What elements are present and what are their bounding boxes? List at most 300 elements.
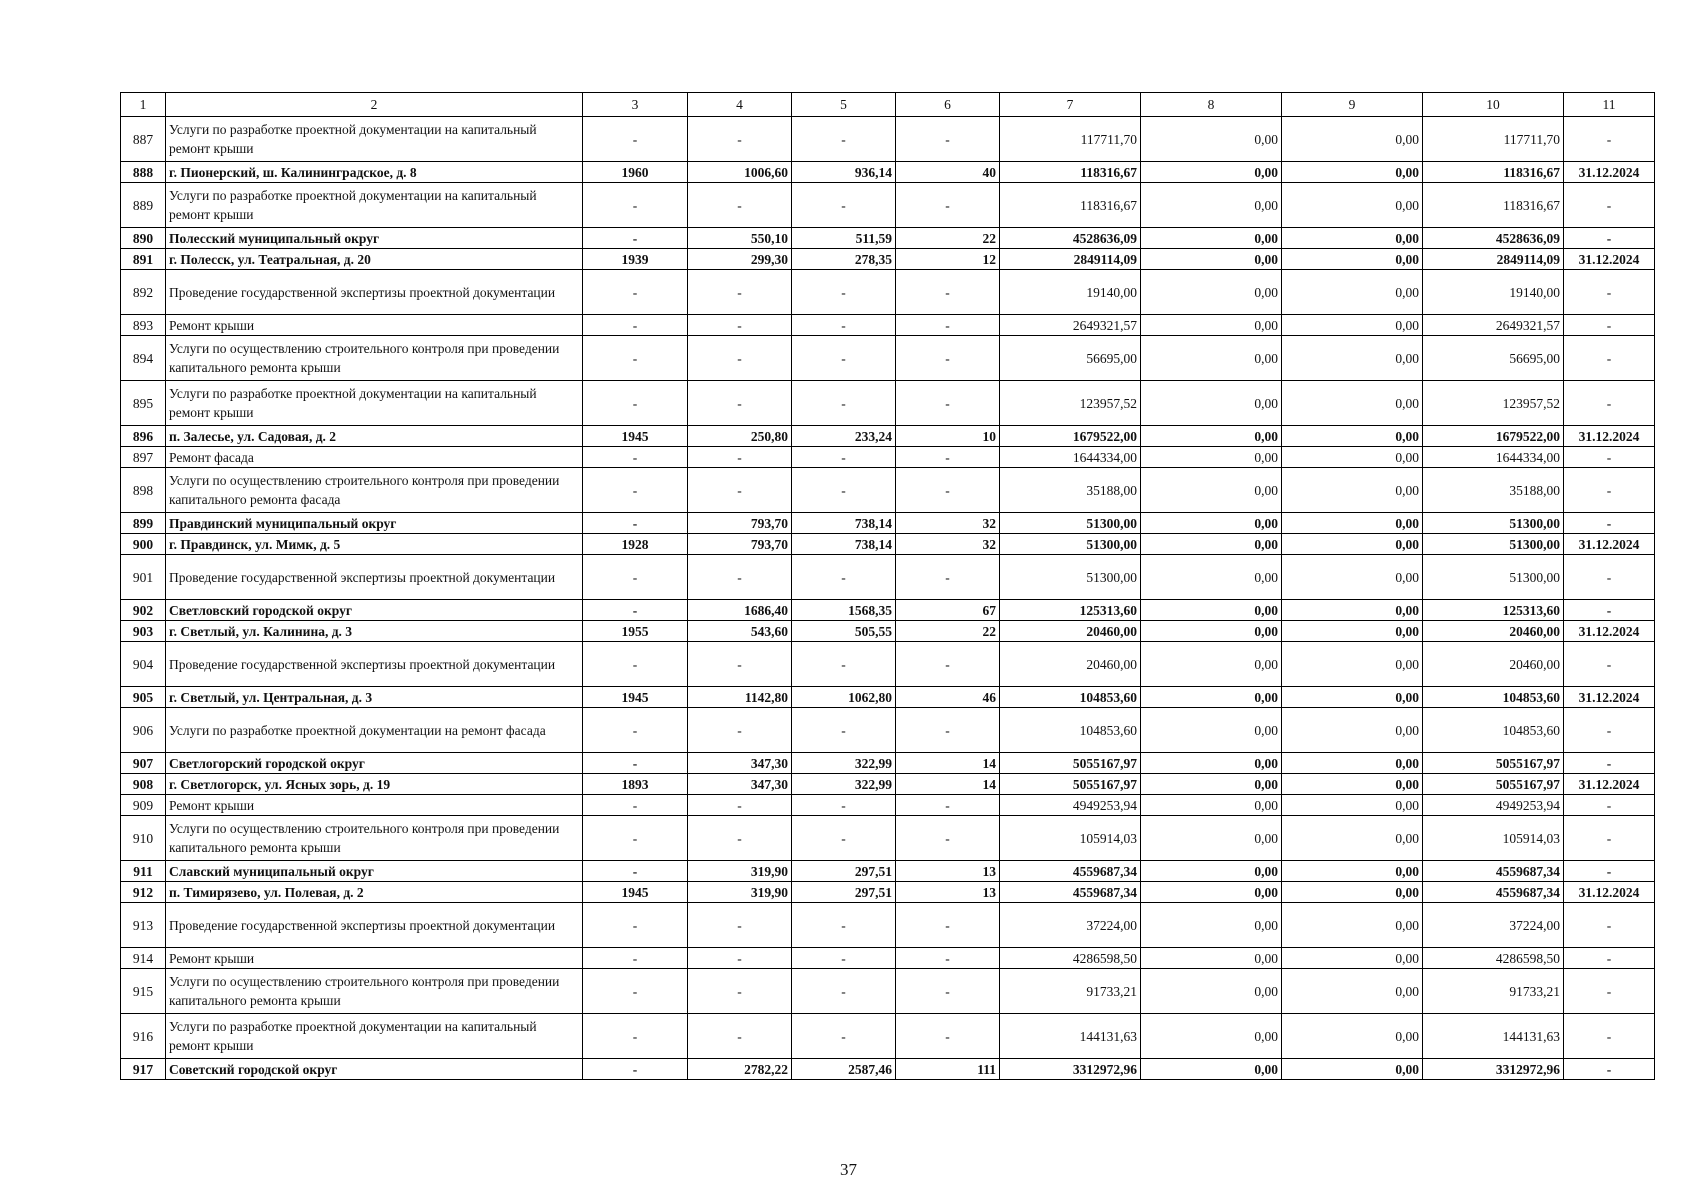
header-cell: 6 xyxy=(896,93,1000,117)
year-cell: - xyxy=(583,381,688,426)
deadline-cell: - xyxy=(1564,183,1655,228)
page-number: 37 xyxy=(840,1160,857,1179)
table-row xyxy=(121,555,1655,600)
header-cell: 4 xyxy=(688,93,792,117)
area-total-cell: - xyxy=(688,468,792,513)
area-living-cell: - xyxy=(792,708,896,753)
row-number-cell: 904 xyxy=(121,642,166,687)
row-number-cell: 908 xyxy=(121,774,166,795)
row-number-cell: 916 xyxy=(121,1014,166,1059)
year-cell: - xyxy=(583,708,688,753)
deadline-cell: 31.12.2024 xyxy=(1564,426,1655,447)
cost-total-cell: 37224,00 xyxy=(1000,903,1141,948)
document-table-container xyxy=(120,92,1654,1080)
fund-cell: 0,00 xyxy=(1141,882,1282,903)
owner-funds-cell: 118316,67 xyxy=(1423,183,1564,228)
fund-cell: 0,00 xyxy=(1141,270,1282,315)
owner-funds-cell: 20460,00 xyxy=(1423,642,1564,687)
residents-cell: - xyxy=(896,816,1000,861)
owner-funds-cell: 20460,00 xyxy=(1423,621,1564,642)
area-living-cell: - xyxy=(792,642,896,687)
fund-cell: 0,00 xyxy=(1141,468,1282,513)
fund-cell: 0,00 xyxy=(1141,948,1282,969)
area-living-cell: 278,35 xyxy=(792,249,896,270)
owner-funds-cell: 118316,67 xyxy=(1423,162,1564,183)
area-living-cell: 297,51 xyxy=(792,882,896,903)
deadline-cell: 31.12.2024 xyxy=(1564,621,1655,642)
area-living-cell: - xyxy=(792,183,896,228)
table-row xyxy=(121,513,1655,534)
fund-cell: 0,00 xyxy=(1141,381,1282,426)
table-row xyxy=(121,183,1655,228)
area-total-cell: - xyxy=(688,1014,792,1059)
cost-total-cell: 4559687,34 xyxy=(1000,882,1141,903)
budget-cell: 0,00 xyxy=(1282,708,1423,753)
row-number-cell: 914 xyxy=(121,948,166,969)
residents-cell: 46 xyxy=(896,687,1000,708)
residents-cell: - xyxy=(896,708,1000,753)
row-number-cell: 905 xyxy=(121,687,166,708)
cost-total-cell: 117711,70 xyxy=(1000,117,1141,162)
cost-total-cell: 51300,00 xyxy=(1000,513,1141,534)
header-cell: 1 xyxy=(121,93,166,117)
year-cell: - xyxy=(583,903,688,948)
deadline-cell: 31.12.2024 xyxy=(1564,534,1655,555)
deadline-cell: - xyxy=(1564,903,1655,948)
table-row xyxy=(121,753,1655,774)
cost-total-cell: 5055167,97 xyxy=(1000,774,1141,795)
row-number-cell: 903 xyxy=(121,621,166,642)
budget-cell: 0,00 xyxy=(1282,249,1423,270)
deadline-cell: 31.12.2024 xyxy=(1564,774,1655,795)
area-living-cell: 738,14 xyxy=(792,513,896,534)
row-number-cell: 910 xyxy=(121,816,166,861)
fund-cell: 0,00 xyxy=(1141,1059,1282,1080)
owner-funds-cell: 51300,00 xyxy=(1423,513,1564,534)
fund-cell: 0,00 xyxy=(1141,621,1282,642)
year-cell: - xyxy=(583,270,688,315)
fund-cell: 0,00 xyxy=(1141,687,1282,708)
year-cell: 1893 xyxy=(583,774,688,795)
row-number-cell: 891 xyxy=(121,249,166,270)
residents-cell: 13 xyxy=(896,882,1000,903)
deadline-cell: - xyxy=(1564,1014,1655,1059)
year-cell: 1939 xyxy=(583,249,688,270)
owner-funds-cell: 4559687,34 xyxy=(1423,882,1564,903)
owner-funds-cell: 117711,70 xyxy=(1423,117,1564,162)
area-total-cell: - xyxy=(688,642,792,687)
residents-cell: - xyxy=(896,969,1000,1014)
cost-total-cell: 4559687,34 xyxy=(1000,861,1141,882)
name-cell: Ремонт фасада xyxy=(166,447,583,468)
deadline-cell: - xyxy=(1564,336,1655,381)
area-total-cell: - xyxy=(688,795,792,816)
area-total-cell: 319,90 xyxy=(688,882,792,903)
fund-cell: 0,00 xyxy=(1141,117,1282,162)
deadline-cell: - xyxy=(1564,1059,1655,1080)
area-total-cell: - xyxy=(688,183,792,228)
row-number-cell: 911 xyxy=(121,861,166,882)
name-cell: Славский муниципальный округ xyxy=(166,861,583,882)
residents-cell: - xyxy=(896,795,1000,816)
budget-cell: 0,00 xyxy=(1282,381,1423,426)
area-total-cell: 793,70 xyxy=(688,513,792,534)
budget-cell: 0,00 xyxy=(1282,447,1423,468)
name-cell: Проведение государственной экспертизы проектной документации xyxy=(166,903,583,948)
budget-cell: 0,00 xyxy=(1282,969,1423,1014)
residents-cell: 32 xyxy=(896,513,1000,534)
area-living-cell: 511,59 xyxy=(792,228,896,249)
owner-funds-cell: 104853,60 xyxy=(1423,708,1564,753)
cost-total-cell: 118316,67 xyxy=(1000,162,1141,183)
deadline-cell: - xyxy=(1564,381,1655,426)
residents-cell: 22 xyxy=(896,228,1000,249)
area-living-cell: - xyxy=(792,795,896,816)
row-number-cell: 894 xyxy=(121,336,166,381)
fund-cell: 0,00 xyxy=(1141,600,1282,621)
name-cell: Услуги по осуществлению строительного контроля при проведении капитального ремонта крыши xyxy=(166,816,583,861)
header-cell: 11 xyxy=(1564,93,1655,117)
area-living-cell: - xyxy=(792,555,896,600)
owner-funds-cell: 51300,00 xyxy=(1423,555,1564,600)
budget-cell: 0,00 xyxy=(1282,1014,1423,1059)
fund-cell: 0,00 xyxy=(1141,249,1282,270)
owner-funds-cell: 2649321,57 xyxy=(1423,315,1564,336)
name-cell: Услуги по разработке проектной документации на капитальный ремонт крыши xyxy=(166,183,583,228)
fund-cell: 0,00 xyxy=(1141,642,1282,687)
area-total-cell: 2782,22 xyxy=(688,1059,792,1080)
table-row xyxy=(121,774,1655,795)
budget-cell: 0,00 xyxy=(1282,687,1423,708)
name-cell: Проведение государственной экспертизы проектной документации xyxy=(166,642,583,687)
area-total-cell: 1686,40 xyxy=(688,600,792,621)
fund-cell: 0,00 xyxy=(1141,1014,1282,1059)
cost-total-cell: 104853,60 xyxy=(1000,708,1141,753)
name-cell: Светловский городской округ xyxy=(166,600,583,621)
area-total-cell: - xyxy=(688,447,792,468)
fund-cell: 0,00 xyxy=(1141,774,1282,795)
table-row xyxy=(121,336,1655,381)
fund-cell: 0,00 xyxy=(1141,426,1282,447)
year-cell: - xyxy=(583,447,688,468)
fund-cell: 0,00 xyxy=(1141,534,1282,555)
name-cell: г. Светлый, ул. Калинина, д. 3 xyxy=(166,621,583,642)
owner-funds-cell: 105914,03 xyxy=(1423,816,1564,861)
cost-total-cell: 1644334,00 xyxy=(1000,447,1141,468)
table-row xyxy=(121,249,1655,270)
name-cell: Ремонт крыши xyxy=(166,795,583,816)
year-cell: - xyxy=(583,228,688,249)
year-cell: - xyxy=(583,969,688,1014)
area-total-cell: - xyxy=(688,816,792,861)
area-total-cell: 299,30 xyxy=(688,249,792,270)
row-number-cell: 888 xyxy=(121,162,166,183)
row-number-cell: 893 xyxy=(121,315,166,336)
budget-cell: 0,00 xyxy=(1282,117,1423,162)
year-cell: 1928 xyxy=(583,534,688,555)
name-cell: г. Светлый, ул. Центральная, д. 3 xyxy=(166,687,583,708)
deadline-cell: - xyxy=(1564,315,1655,336)
owner-funds-cell: 91733,21 xyxy=(1423,969,1564,1014)
year-cell: - xyxy=(583,183,688,228)
cost-total-cell: 51300,00 xyxy=(1000,555,1141,600)
header-cell: 7 xyxy=(1000,93,1141,117)
table-row xyxy=(121,861,1655,882)
deadline-cell: - xyxy=(1564,753,1655,774)
area-living-cell: - xyxy=(792,336,896,381)
cost-total-cell: 2849114,09 xyxy=(1000,249,1141,270)
area-total-cell: - xyxy=(688,555,792,600)
area-total-cell: - xyxy=(688,381,792,426)
row-number-cell: 889 xyxy=(121,183,166,228)
owner-funds-cell: 104853,60 xyxy=(1423,687,1564,708)
name-cell: Услуги по осуществлению строительного контроля при проведении капитального ремонта крыши xyxy=(166,336,583,381)
area-living-cell: 1568,35 xyxy=(792,600,896,621)
row-number-cell: 892 xyxy=(121,270,166,315)
year-cell: - xyxy=(583,948,688,969)
residents-cell: - xyxy=(896,381,1000,426)
area-living-cell: - xyxy=(792,117,896,162)
area-living-cell: 322,99 xyxy=(792,774,896,795)
budget-cell: 0,00 xyxy=(1282,1059,1423,1080)
fund-cell: 0,00 xyxy=(1141,315,1282,336)
year-cell: - xyxy=(583,1014,688,1059)
area-total-cell: 347,30 xyxy=(688,753,792,774)
area-living-cell: 297,51 xyxy=(792,861,896,882)
fund-cell: 0,00 xyxy=(1141,753,1282,774)
budget-cell: 0,00 xyxy=(1282,555,1423,600)
fund-cell: 0,00 xyxy=(1141,969,1282,1014)
budget-cell: 0,00 xyxy=(1282,795,1423,816)
area-living-cell: 2587,46 xyxy=(792,1059,896,1080)
fund-cell: 0,00 xyxy=(1141,795,1282,816)
deadline-cell: - xyxy=(1564,816,1655,861)
deadline-cell: - xyxy=(1564,795,1655,816)
owner-funds-cell: 56695,00 xyxy=(1423,336,1564,381)
cost-total-cell: 51300,00 xyxy=(1000,534,1141,555)
residents-cell: 22 xyxy=(896,621,1000,642)
table-row xyxy=(121,795,1655,816)
name-cell: Проведение государственной экспертизы проектной документации xyxy=(166,555,583,600)
header-cell: 5 xyxy=(792,93,896,117)
budget-cell: 0,00 xyxy=(1282,621,1423,642)
name-cell: Услуги по осуществлению строительного контроля при проведении капитального ремонта фасада xyxy=(166,468,583,513)
year-cell: - xyxy=(583,753,688,774)
residents-cell: - xyxy=(896,948,1000,969)
table-row xyxy=(121,621,1655,642)
budget-cell: 0,00 xyxy=(1282,861,1423,882)
table-row xyxy=(121,687,1655,708)
cost-total-cell: 125313,60 xyxy=(1000,600,1141,621)
area-living-cell: - xyxy=(792,381,896,426)
area-total-cell: - xyxy=(688,969,792,1014)
deadline-cell: - xyxy=(1564,117,1655,162)
residents-cell: - xyxy=(896,336,1000,381)
area-living-cell: - xyxy=(792,1014,896,1059)
owner-funds-cell: 1644334,00 xyxy=(1423,447,1564,468)
header-cell: 10 xyxy=(1423,93,1564,117)
cost-total-cell: 20460,00 xyxy=(1000,621,1141,642)
budget-cell: 0,00 xyxy=(1282,162,1423,183)
table-row xyxy=(121,903,1655,948)
name-cell: г. Правдинск, ул. Мимк, д. 5 xyxy=(166,534,583,555)
fund-cell: 0,00 xyxy=(1141,513,1282,534)
budget-cell: 0,00 xyxy=(1282,315,1423,336)
area-living-cell: 233,24 xyxy=(792,426,896,447)
name-cell: Светлогорский городской округ xyxy=(166,753,583,774)
program-table xyxy=(120,92,1655,1080)
table-row xyxy=(121,708,1655,753)
budget-cell: 0,00 xyxy=(1282,774,1423,795)
cost-total-cell: 5055167,97 xyxy=(1000,753,1141,774)
deadline-cell: 31.12.2024 xyxy=(1564,687,1655,708)
row-number-cell: 887 xyxy=(121,117,166,162)
fund-cell: 0,00 xyxy=(1141,447,1282,468)
header-cell: 9 xyxy=(1282,93,1423,117)
fund-cell: 0,00 xyxy=(1141,903,1282,948)
deadline-cell: 31.12.2024 xyxy=(1564,882,1655,903)
deadline-cell: - xyxy=(1564,969,1655,1014)
area-living-cell: - xyxy=(792,816,896,861)
year-cell: - xyxy=(583,336,688,381)
year-cell: - xyxy=(583,1059,688,1080)
owner-funds-cell: 19140,00 xyxy=(1423,270,1564,315)
cost-total-cell: 4528636,09 xyxy=(1000,228,1141,249)
row-number-cell: 897 xyxy=(121,447,166,468)
header-row xyxy=(121,93,1655,117)
residents-cell: - xyxy=(896,642,1000,687)
owner-funds-cell: 5055167,97 xyxy=(1423,753,1564,774)
table-row xyxy=(121,882,1655,903)
table-row xyxy=(121,315,1655,336)
area-living-cell: 1062,80 xyxy=(792,687,896,708)
table-row xyxy=(121,381,1655,426)
area-total-cell: 1142,80 xyxy=(688,687,792,708)
name-cell: Проведение государственной экспертизы проектной документации xyxy=(166,270,583,315)
owner-funds-cell: 123957,52 xyxy=(1423,381,1564,426)
cost-total-cell: 1679522,00 xyxy=(1000,426,1141,447)
row-number-cell: 907 xyxy=(121,753,166,774)
table-row xyxy=(121,228,1655,249)
deadline-cell: 31.12.2024 xyxy=(1564,162,1655,183)
owner-funds-cell: 4528636,09 xyxy=(1423,228,1564,249)
budget-cell: 0,00 xyxy=(1282,882,1423,903)
area-total-cell: 319,90 xyxy=(688,861,792,882)
owner-funds-cell: 125313,60 xyxy=(1423,600,1564,621)
deadline-cell: - xyxy=(1564,270,1655,315)
row-number-cell: 896 xyxy=(121,426,166,447)
name-cell: Услуги по разработке проектной документации на ремонт фасада xyxy=(166,708,583,753)
fund-cell: 0,00 xyxy=(1141,555,1282,600)
year-cell: - xyxy=(583,861,688,882)
deadline-cell: 31.12.2024 xyxy=(1564,249,1655,270)
table-row xyxy=(121,948,1655,969)
deadline-cell: - xyxy=(1564,468,1655,513)
area-total-cell: - xyxy=(688,903,792,948)
cost-total-cell: 2649321,57 xyxy=(1000,315,1141,336)
budget-cell: 0,00 xyxy=(1282,270,1423,315)
cost-total-cell: 19140,00 xyxy=(1000,270,1141,315)
table-row xyxy=(121,1059,1655,1080)
name-cell: Ремонт крыши xyxy=(166,315,583,336)
table-row xyxy=(121,426,1655,447)
year-cell: - xyxy=(583,816,688,861)
area-living-cell: 505,55 xyxy=(792,621,896,642)
fund-cell: 0,00 xyxy=(1141,183,1282,228)
row-number-cell: 899 xyxy=(121,513,166,534)
fund-cell: 0,00 xyxy=(1141,708,1282,753)
table-row xyxy=(121,600,1655,621)
owner-funds-cell: 37224,00 xyxy=(1423,903,1564,948)
row-number-cell: 917 xyxy=(121,1059,166,1080)
owner-funds-cell: 51300,00 xyxy=(1423,534,1564,555)
row-number-cell: 898 xyxy=(121,468,166,513)
name-cell: Услуги по осуществлению строительного контроля при проведении капитального ремонта крыши xyxy=(166,969,583,1014)
table-body xyxy=(121,93,1655,1080)
cost-total-cell: 105914,03 xyxy=(1000,816,1141,861)
area-living-cell: - xyxy=(792,270,896,315)
area-living-cell: 936,14 xyxy=(792,162,896,183)
deadline-cell: - xyxy=(1564,447,1655,468)
area-living-cell: - xyxy=(792,948,896,969)
name-cell: Услуги по разработке проектной документации на капитальный ремонт крыши xyxy=(166,381,583,426)
residents-cell: 13 xyxy=(896,861,1000,882)
year-cell: - xyxy=(583,315,688,336)
name-cell: Услуги по разработке проектной документации на капитальный ремонт крыши xyxy=(166,1014,583,1059)
table-row xyxy=(121,969,1655,1014)
residents-cell: - xyxy=(896,1014,1000,1059)
cost-total-cell: 118316,67 xyxy=(1000,183,1141,228)
fund-cell: 0,00 xyxy=(1141,162,1282,183)
row-number-cell: 890 xyxy=(121,228,166,249)
owner-funds-cell: 4559687,34 xyxy=(1423,861,1564,882)
row-number-cell: 895 xyxy=(121,381,166,426)
table-row xyxy=(121,642,1655,687)
name-cell: п. Залесье, ул. Садовая, д. 2 xyxy=(166,426,583,447)
row-number-cell: 900 xyxy=(121,534,166,555)
table-row xyxy=(121,468,1655,513)
table-row xyxy=(121,117,1655,162)
row-number-cell: 902 xyxy=(121,600,166,621)
residents-cell: 40 xyxy=(896,162,1000,183)
year-cell: - xyxy=(583,468,688,513)
area-total-cell: - xyxy=(688,270,792,315)
year-cell: - xyxy=(583,513,688,534)
area-total-cell: - xyxy=(688,336,792,381)
name-cell: Ремонт крыши xyxy=(166,948,583,969)
budget-cell: 0,00 xyxy=(1282,468,1423,513)
residents-cell: - xyxy=(896,555,1000,600)
budget-cell: 0,00 xyxy=(1282,426,1423,447)
fund-cell: 0,00 xyxy=(1141,228,1282,249)
year-cell: 1945 xyxy=(583,426,688,447)
name-cell: Советский городской округ xyxy=(166,1059,583,1080)
budget-cell: 0,00 xyxy=(1282,600,1423,621)
area-living-cell: - xyxy=(792,447,896,468)
owner-funds-cell: 5055167,97 xyxy=(1423,774,1564,795)
deadline-cell: - xyxy=(1564,228,1655,249)
year-cell: 1945 xyxy=(583,882,688,903)
deadline-cell: - xyxy=(1564,513,1655,534)
name-cell: Правдинский муниципальный округ xyxy=(166,513,583,534)
cost-total-cell: 4949253,94 xyxy=(1000,795,1141,816)
budget-cell: 0,00 xyxy=(1282,183,1423,228)
owner-funds-cell: 1679522,00 xyxy=(1423,426,1564,447)
area-total-cell: - xyxy=(688,708,792,753)
area-total-cell: 550,10 xyxy=(688,228,792,249)
owner-funds-cell: 4286598,50 xyxy=(1423,948,1564,969)
row-number-cell: 915 xyxy=(121,969,166,1014)
